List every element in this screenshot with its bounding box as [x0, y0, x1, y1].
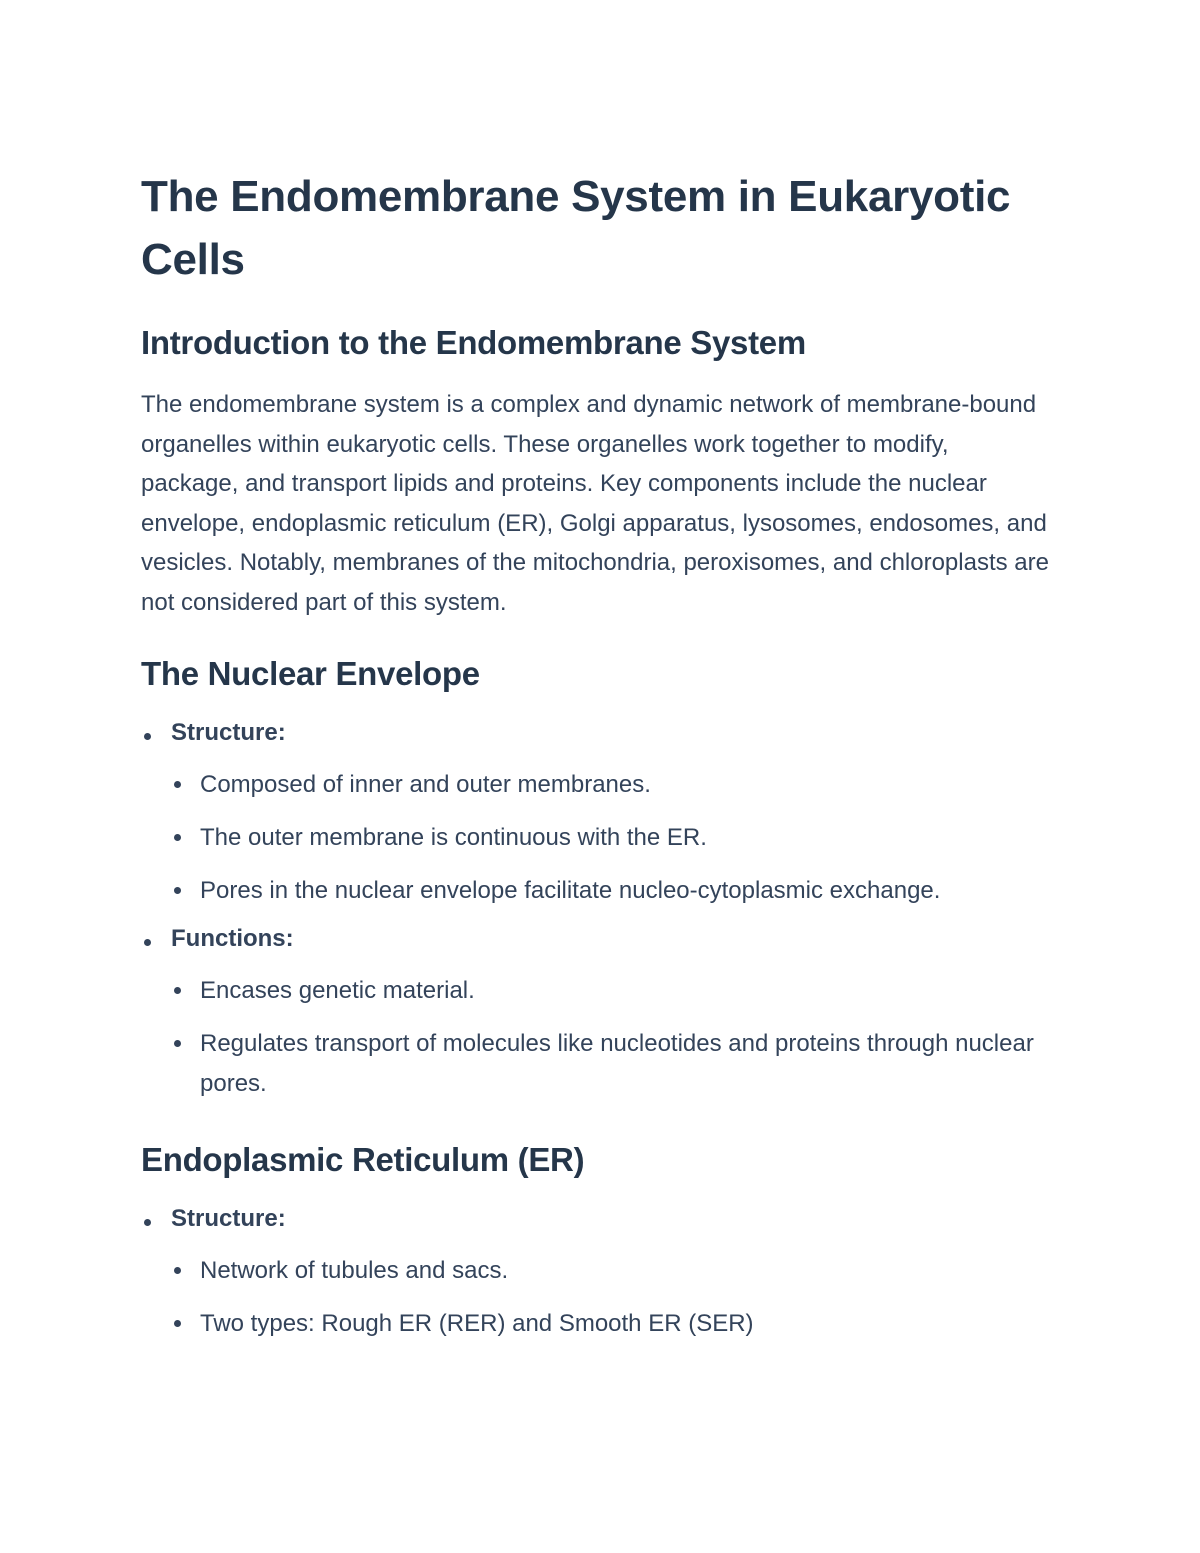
bullet-icon: [174, 1320, 181, 1327]
bullet-icon: [144, 733, 151, 740]
list-item: [171, 765, 1060, 805]
list-item: [171, 1304, 1060, 1344]
bullet-icon: [174, 1267, 181, 1274]
structure-sublist: [171, 765, 1060, 911]
section-heading-intro: Introduction to the Endomembrane System: [141, 324, 806, 361]
bullet-icon: [174, 1040, 181, 1047]
structure-label: Structure:: [171, 1205, 286, 1232]
list-item-text: Network of tubules and sacs.: [200, 1257, 509, 1284]
intro-paragraph: The endomembrane system is a complex and dynamic network of membrane-bound organelles within eukaryotic cells. These organelles work together to modify, package, and transport lipids and proteins. Key components include the nuclear envelope, endoplasmic reticulum (ER), Golgi apparatus, lysosomes, endosomes, and vesicles. Notably, membranes of the mitochondria, peroxisomes, and chloroplasts are not considered part of this system.: [141, 391, 1049, 616]
section-heading-nuclear-envelope: The Nuclear Envelope: [141, 655, 480, 692]
bullet-icon: [174, 987, 181, 994]
list-item-structure: [141, 1204, 1060, 1344]
structure-sublist: [171, 1251, 1060, 1344]
list-item: [171, 971, 1060, 1011]
structure-label: Structure:: [171, 719, 286, 746]
section-heading-er: Endoplasmic Reticulum (ER): [141, 1141, 585, 1178]
list-item-text: Regulates transport of molecules like nucleotides and proteins through nuclear pores.: [200, 1030, 1034, 1097]
bullet-icon: [174, 834, 181, 841]
list-item-text: Pores in the nuclear envelope facilitate nucleo-cytoplasmic exchange.: [200, 877, 941, 904]
bullet-icon: [174, 887, 181, 894]
er-list: [141, 1204, 1060, 1344]
functions-sublist: [171, 971, 1060, 1103]
list-item-functions: [141, 924, 1060, 1103]
document-title: The Endomembrane System in Eukaryotic Cells: [141, 172, 1011, 284]
list-item-text: Two types: Rough ER (RER) and Smooth ER (SER): [200, 1310, 754, 1337]
nuclear-envelope-list: [141, 718, 1060, 1103]
list-item: [171, 1251, 1060, 1291]
list-item-structure: [141, 718, 1060, 911]
list-item-text: Composed of inner and outer membranes.: [200, 771, 651, 798]
list-item: [171, 1024, 1060, 1103]
functions-label: Functions:: [171, 925, 294, 952]
list-item: [171, 818, 1060, 858]
bullet-icon: [174, 781, 181, 788]
list-item-text: Encases genetic material.: [200, 977, 475, 1004]
bullet-icon: [144, 1219, 151, 1226]
list-item: [171, 871, 1060, 911]
list-item-text: The outer membrane is continuous with the ER.: [200, 824, 707, 851]
bullet-icon: [144, 939, 151, 946]
